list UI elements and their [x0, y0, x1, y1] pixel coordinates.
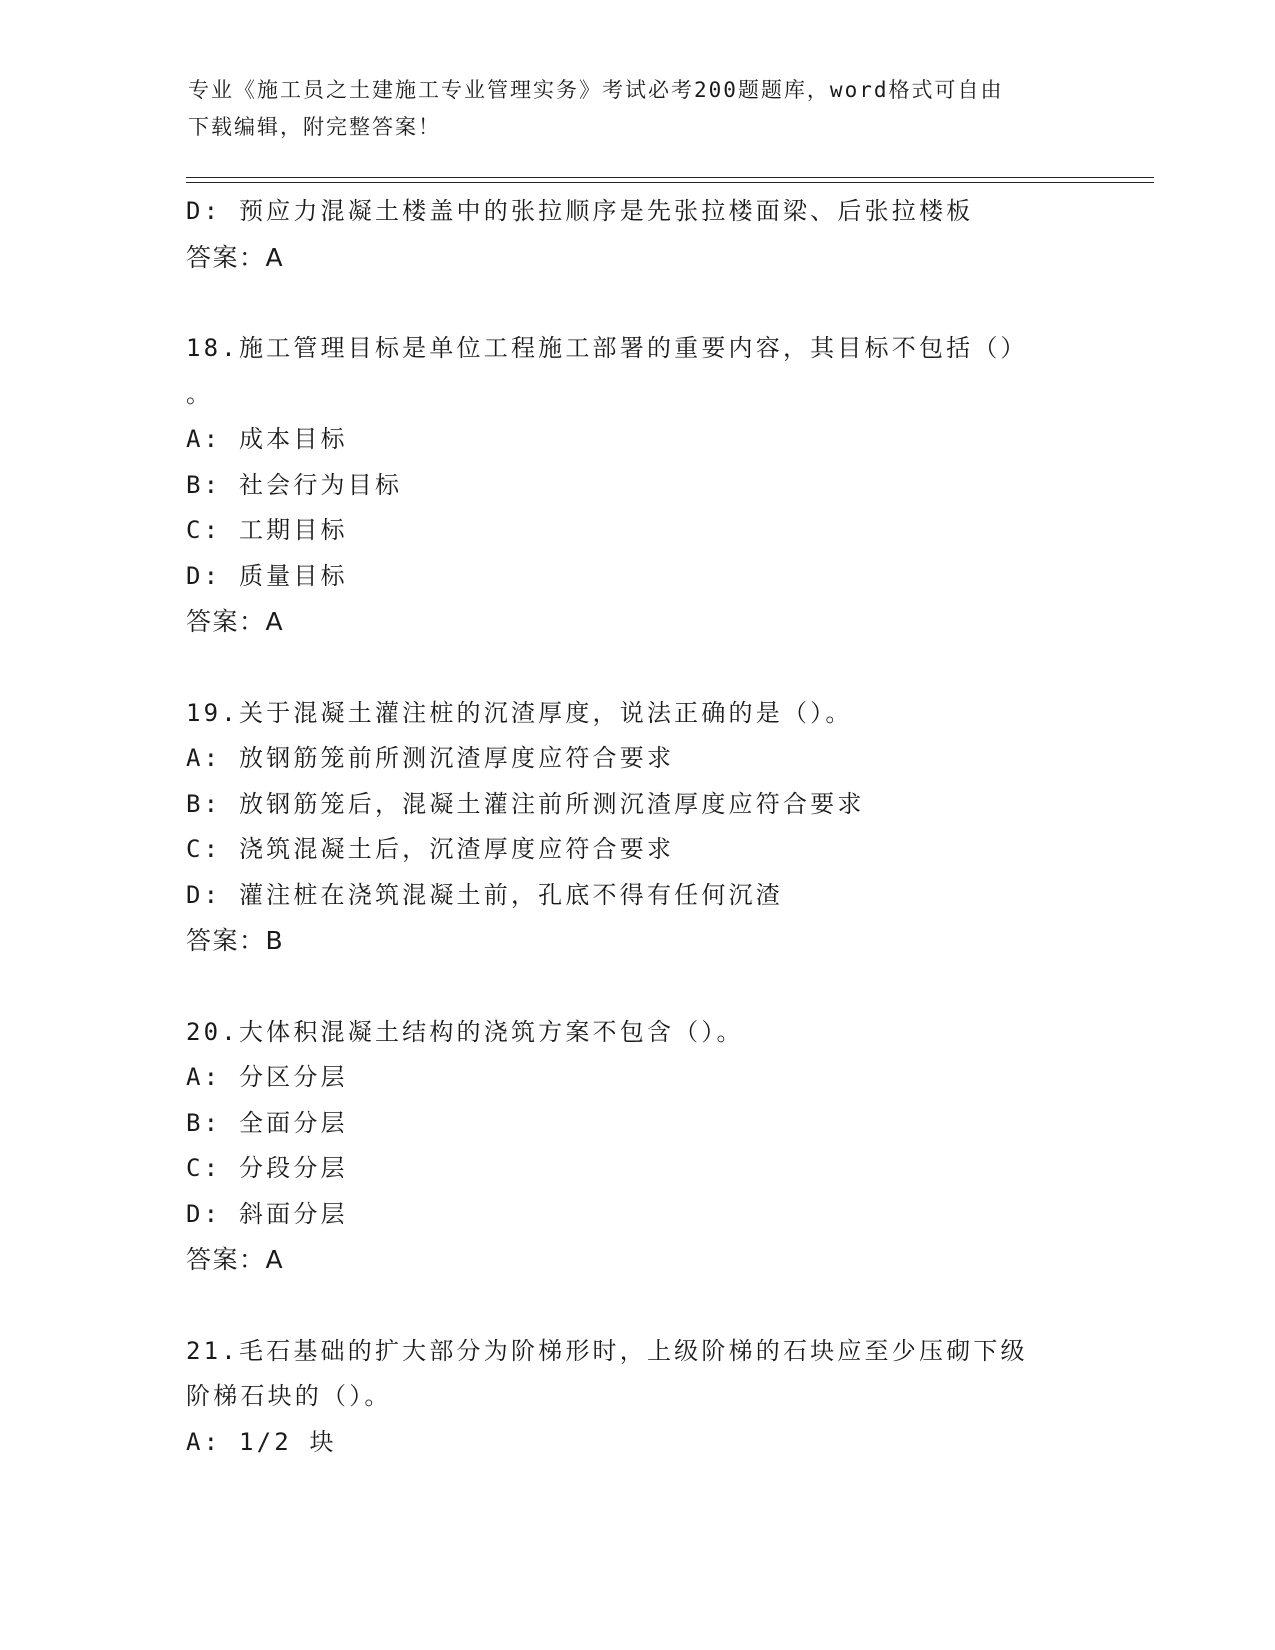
spacer [186, 964, 1086, 1010]
spacer [186, 645, 1086, 691]
question-18 [186, 326, 1086, 645]
option-d-q17: D: 预应力混凝土楼盖中的张拉顺序是先张拉楼面梁、后张拉楼板 [186, 197, 974, 225]
option-b: B: 全面分层 [186, 1108, 348, 1137]
spacer [186, 280, 1086, 326]
question-list [186, 189, 1086, 1465]
answer: 答案：B [186, 926, 285, 955]
question-19 [186, 691, 1086, 964]
option-a: A: 成本目标 [186, 425, 348, 453]
question-21 [186, 1329, 1086, 1466]
header-divider-bottom [186, 182, 1154, 183]
question-stem: 19.关于混凝土灌注桩的沉渣厚度，说法正确的是（）。 [186, 698, 853, 727]
option-b: B: 放钢筋笼后，混凝土灌注前所测沉渣厚度应符合要求 [186, 789, 865, 818]
option-d: D: 质量目标 [186, 561, 348, 590]
option-d: D: 斜面分层 [186, 1199, 348, 1228]
question-stem-continuation: 。 [186, 379, 210, 408]
answer: 答案：A [186, 607, 285, 636]
spacer [186, 1283, 1086, 1329]
option-c: C: 浇筑混凝土后，沉渣厚度应符合要求 [186, 835, 675, 863]
option-c: C: 分段分层 [186, 1154, 348, 1182]
question-stem-continuation: 阶梯石块的（）。 [186, 1382, 392, 1410]
option-a: A: 放钢筋笼前所测沉渣厚度应符合要求 [186, 744, 675, 772]
header-divider-top [186, 177, 1154, 178]
option-a: A: 分区分层 [186, 1063, 348, 1091]
question-stem: 20.大体积混凝土结构的浇筑方案不包含（）。 [186, 1017, 744, 1046]
answer: 答案：A [186, 1245, 285, 1274]
option-d: D: 灌注桩在浇筑混凝土前，孔底不得有任何沉渣 [186, 880, 783, 909]
header-line-1: 专业《施工员之土建施工专业管理实务》考试必考200题题库，word格式可自由 [188, 78, 1004, 102]
question-stem: 18.施工管理目标是单位工程施工部署的重要内容，其目标不包括（） [186, 334, 1028, 362]
answer-q17: 答案：A [186, 242, 285, 272]
option-b: B: 社会行为目标 [186, 470, 403, 499]
question-stem: 21.毛石基础的扩大部分为阶梯形时，上级阶梯的石块应至少压砌下级 [186, 1336, 1028, 1365]
option-a: A: 1/2 块 [186, 1427, 337, 1456]
header-line-2: 下载编辑，附完整答案！ [188, 115, 441, 139]
option-c: C: 工期目标 [186, 516, 348, 544]
question-20 [186, 1010, 1086, 1283]
document-header [188, 72, 1078, 146]
